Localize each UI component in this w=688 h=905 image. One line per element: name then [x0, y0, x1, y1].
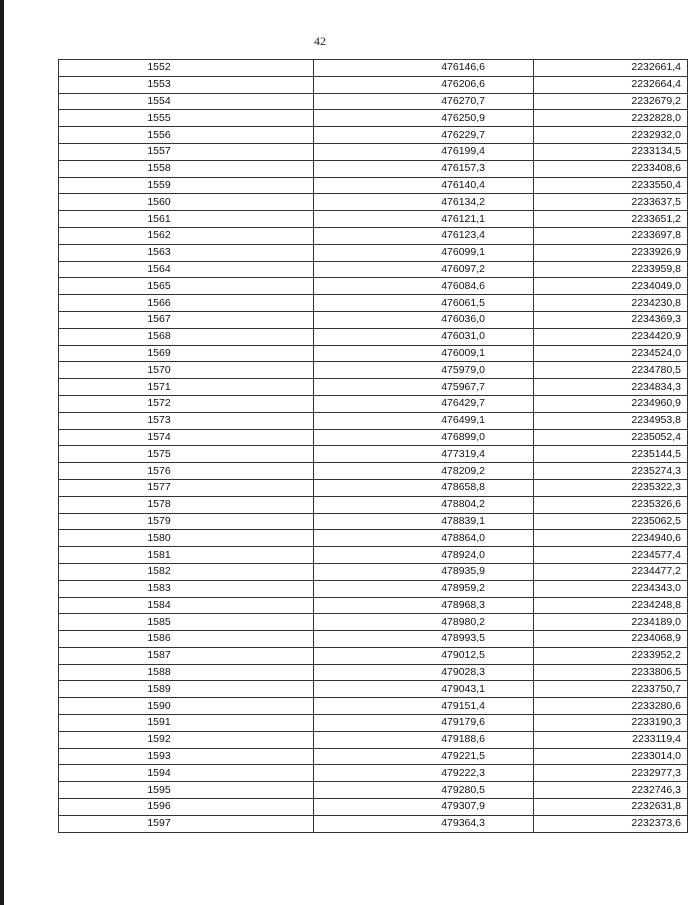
y-coordinate-cell: 2232631,8 [534, 799, 688, 816]
x-coordinate-cell: 478959,2 [314, 580, 534, 597]
point-number-cell: 1587 [59, 647, 314, 664]
y-coordinate-cell: 2233926,9 [534, 244, 688, 261]
x-coordinate-cell: 478658,8 [314, 479, 534, 496]
point-number-cell: 1572 [59, 395, 314, 412]
y-coordinate-cell: 2235144,5 [534, 446, 688, 463]
y-coordinate-cell: 2232373,6 [534, 815, 688, 832]
point-number-cell: 1555 [59, 110, 314, 127]
table-row [59, 530, 688, 547]
y-coordinate-cell: 2233651,2 [534, 211, 688, 228]
point-number-cell: 1576 [59, 463, 314, 480]
table-row [59, 513, 688, 530]
table-row [59, 479, 688, 496]
point-number-cell: 1586 [59, 631, 314, 648]
y-coordinate-cell: 2233550,4 [534, 177, 688, 194]
point-number-cell: 1569 [59, 345, 314, 362]
x-coordinate-cell: 479364,3 [314, 815, 534, 832]
table-row [59, 278, 688, 295]
x-coordinate-cell: 478839,1 [314, 513, 534, 530]
y-coordinate-cell: 2234049,0 [534, 278, 688, 295]
table-row [59, 379, 688, 396]
table-row [59, 463, 688, 480]
y-coordinate-cell: 2232661,4 [534, 60, 688, 77]
x-coordinate-cell: 476206,6 [314, 76, 534, 93]
y-coordinate-cell: 2233190,3 [534, 715, 688, 732]
point-number-cell: 1560 [59, 194, 314, 211]
point-number-cell: 1563 [59, 244, 314, 261]
point-number-cell: 1557 [59, 143, 314, 160]
x-coordinate-cell: 478980,2 [314, 614, 534, 631]
table-row [59, 412, 688, 429]
x-coordinate-cell: 478924,0 [314, 547, 534, 564]
y-coordinate-cell: 2234248,8 [534, 597, 688, 614]
point-number-cell: 1590 [59, 698, 314, 715]
x-coordinate-cell: 478209,2 [314, 463, 534, 480]
point-number-cell: 1554 [59, 93, 314, 110]
y-coordinate-cell: 2234834,3 [534, 379, 688, 396]
table-row [59, 782, 688, 799]
x-coordinate-cell: 476036,0 [314, 311, 534, 328]
point-number-cell: 1588 [59, 664, 314, 681]
point-number-cell: 1583 [59, 580, 314, 597]
y-coordinate-cell: 2233952,2 [534, 647, 688, 664]
table-row [59, 60, 688, 77]
point-number-cell: 1573 [59, 412, 314, 429]
x-coordinate-cell: 479043,1 [314, 681, 534, 698]
x-coordinate-cell: 479188,6 [314, 731, 534, 748]
x-coordinate-cell: 478804,2 [314, 496, 534, 513]
point-number-cell: 1565 [59, 278, 314, 295]
x-coordinate-cell: 476031,0 [314, 328, 534, 345]
point-number-cell: 1589 [59, 681, 314, 698]
y-coordinate-cell: 2234780,5 [534, 362, 688, 379]
x-coordinate-cell: 476146,6 [314, 60, 534, 77]
y-coordinate-cell: 2233697,8 [534, 227, 688, 244]
point-number-cell: 1553 [59, 76, 314, 93]
point-number-cell: 1592 [59, 731, 314, 748]
table-row [59, 328, 688, 345]
table-row [59, 547, 688, 564]
table-row [59, 261, 688, 278]
point-number-cell: 1582 [59, 563, 314, 580]
table-row [59, 143, 688, 160]
point-number-cell: 1574 [59, 429, 314, 446]
point-number-cell: 1571 [59, 379, 314, 396]
point-number-cell: 1562 [59, 227, 314, 244]
y-coordinate-cell: 2232746,3 [534, 782, 688, 799]
x-coordinate-cell: 476899,0 [314, 429, 534, 446]
y-coordinate-cell: 2233014,0 [534, 748, 688, 765]
x-coordinate-cell: 479280,5 [314, 782, 534, 799]
x-coordinate-cell: 476009,1 [314, 345, 534, 362]
point-number-cell: 1595 [59, 782, 314, 799]
table-row [59, 93, 688, 110]
x-coordinate-cell: 476140,4 [314, 177, 534, 194]
table-row [59, 244, 688, 261]
y-coordinate-cell: 2235052,4 [534, 429, 688, 446]
table-row [59, 731, 688, 748]
point-number-cell: 1567 [59, 311, 314, 328]
y-coordinate-cell: 2233806,5 [534, 664, 688, 681]
y-coordinate-cell: 2234524,0 [534, 345, 688, 362]
table-row [59, 647, 688, 664]
table-row [59, 429, 688, 446]
y-coordinate-cell: 2234189,0 [534, 614, 688, 631]
point-number-cell: 1570 [59, 362, 314, 379]
table-row [59, 563, 688, 580]
table-row [59, 110, 688, 127]
table-row [59, 765, 688, 782]
x-coordinate-cell: 476097,2 [314, 261, 534, 278]
point-number-cell: 1558 [59, 160, 314, 177]
y-coordinate-cell: 2234940,6 [534, 530, 688, 547]
x-coordinate-cell: 476199,4 [314, 143, 534, 160]
x-coordinate-cell: 479028,3 [314, 664, 534, 681]
point-number-cell: 1566 [59, 295, 314, 312]
point-number-cell: 1584 [59, 597, 314, 614]
table-row [59, 395, 688, 412]
x-coordinate-cell: 479151,4 [314, 698, 534, 715]
table-row [59, 815, 688, 832]
y-coordinate-cell: 2235322,3 [534, 479, 688, 496]
y-coordinate-cell: 2235326,6 [534, 496, 688, 513]
x-coordinate-cell: 478968,3 [314, 597, 534, 614]
point-number-cell: 1556 [59, 127, 314, 144]
table-row [59, 295, 688, 312]
x-coordinate-cell: 478935,9 [314, 563, 534, 580]
x-coordinate-cell: 475979,0 [314, 362, 534, 379]
x-coordinate-cell: 476157,3 [314, 160, 534, 177]
table-row [59, 446, 688, 463]
y-coordinate-cell: 2235062,5 [534, 513, 688, 530]
table-row [59, 580, 688, 597]
point-number-cell: 1578 [59, 496, 314, 513]
table-row [59, 194, 688, 211]
y-coordinate-cell: 2232977,3 [534, 765, 688, 782]
table-row [59, 597, 688, 614]
table-row [59, 227, 688, 244]
point-number-cell: 1552 [59, 60, 314, 77]
point-number-cell: 1597 [59, 815, 314, 832]
scan-edge [0, 0, 4, 905]
point-number-cell: 1593 [59, 748, 314, 765]
y-coordinate-cell: 2234343,0 [534, 580, 688, 597]
y-coordinate-cell: 2234577,4 [534, 547, 688, 564]
y-coordinate-cell: 2234477,2 [534, 563, 688, 580]
x-coordinate-cell: 476499,1 [314, 412, 534, 429]
y-coordinate-cell: 2232679,2 [534, 93, 688, 110]
table-row [59, 362, 688, 379]
coordinates-table-body [59, 60, 688, 833]
y-coordinate-cell: 2235274,3 [534, 463, 688, 480]
y-coordinate-cell: 2234420,9 [534, 328, 688, 345]
x-coordinate-cell: 477319,4 [314, 446, 534, 463]
x-coordinate-cell: 476123,4 [314, 227, 534, 244]
y-coordinate-cell: 2232828,0 [534, 110, 688, 127]
x-coordinate-cell: 476061,5 [314, 295, 534, 312]
point-number-cell: 1579 [59, 513, 314, 530]
y-coordinate-cell: 2233637,5 [534, 194, 688, 211]
x-coordinate-cell: 476121,1 [314, 211, 534, 228]
y-coordinate-cell: 2233750,7 [534, 681, 688, 698]
y-coordinate-cell: 2233119,4 [534, 731, 688, 748]
y-coordinate-cell: 2233959,8 [534, 261, 688, 278]
table-row [59, 496, 688, 513]
point-number-cell: 1561 [59, 211, 314, 228]
x-coordinate-cell: 479307,9 [314, 799, 534, 816]
y-coordinate-cell: 2234953,8 [534, 412, 688, 429]
x-coordinate-cell: 476134,2 [314, 194, 534, 211]
y-coordinate-cell: 2233280,6 [534, 698, 688, 715]
table-row [59, 345, 688, 362]
x-coordinate-cell: 479222,3 [314, 765, 534, 782]
x-coordinate-cell: 479221,5 [314, 748, 534, 765]
y-coordinate-cell: 2232664,4 [534, 76, 688, 93]
point-number-cell: 1581 [59, 547, 314, 564]
coordinates-table [58, 59, 688, 833]
y-coordinate-cell: 2232932,0 [534, 127, 688, 144]
y-coordinate-cell: 2234068,9 [534, 631, 688, 648]
point-number-cell: 1594 [59, 765, 314, 782]
y-coordinate-cell: 2233134,5 [534, 143, 688, 160]
table-row [59, 177, 688, 194]
table-row [59, 715, 688, 732]
table-row [59, 664, 688, 681]
table-row [59, 631, 688, 648]
x-coordinate-cell: 478864,0 [314, 530, 534, 547]
x-coordinate-cell: 476084,6 [314, 278, 534, 295]
table-row [59, 799, 688, 816]
point-number-cell: 1575 [59, 446, 314, 463]
point-number-cell: 1596 [59, 799, 314, 816]
point-number-cell: 1585 [59, 614, 314, 631]
x-coordinate-cell: 476099,1 [314, 244, 534, 261]
table-row [59, 127, 688, 144]
point-number-cell: 1577 [59, 479, 314, 496]
x-coordinate-cell: 478993,5 [314, 631, 534, 648]
table-row [59, 76, 688, 93]
table-row [59, 698, 688, 715]
x-coordinate-cell: 476229,7 [314, 127, 534, 144]
point-number-cell: 1580 [59, 530, 314, 547]
point-number-cell: 1568 [59, 328, 314, 345]
x-coordinate-cell: 476250,9 [314, 110, 534, 127]
table-row [59, 160, 688, 177]
x-coordinate-cell: 475967,7 [314, 379, 534, 396]
x-coordinate-cell: 476270,7 [314, 93, 534, 110]
point-number-cell: 1559 [59, 177, 314, 194]
x-coordinate-cell: 476429,7 [314, 395, 534, 412]
x-coordinate-cell: 479012,5 [314, 647, 534, 664]
x-coordinate-cell: 479179,6 [314, 715, 534, 732]
point-number-cell: 1591 [59, 715, 314, 732]
y-coordinate-cell: 2233408,6 [534, 160, 688, 177]
table-row [59, 211, 688, 228]
table-row [59, 748, 688, 765]
table-row [59, 681, 688, 698]
table-row [59, 311, 688, 328]
table-row [59, 614, 688, 631]
point-number-cell: 1564 [59, 261, 314, 278]
y-coordinate-cell: 2234369,3 [534, 311, 688, 328]
y-coordinate-cell: 2234230,8 [534, 295, 688, 312]
page-number: 42 [314, 34, 326, 48]
y-coordinate-cell: 2234960,9 [534, 395, 688, 412]
